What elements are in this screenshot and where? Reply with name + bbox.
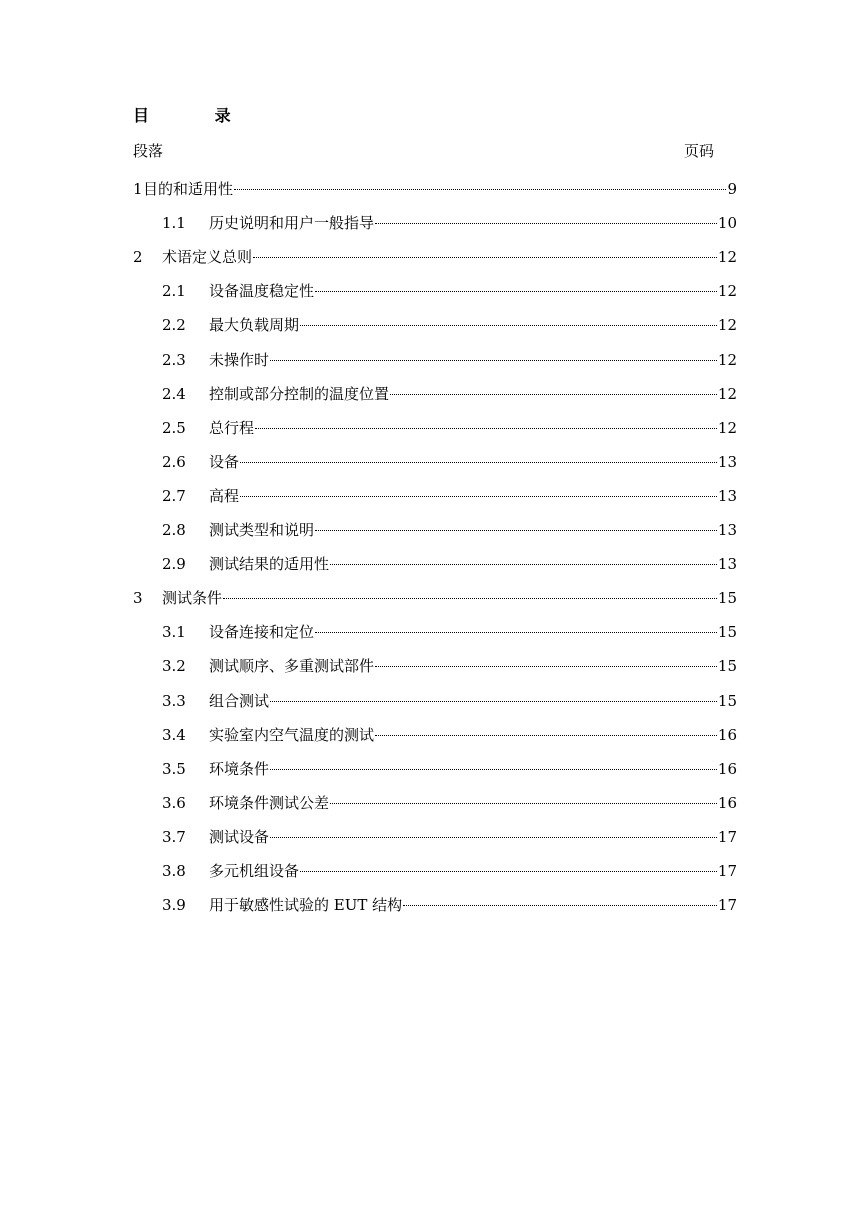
toc-entry-title: 多元机组设备	[209, 862, 300, 880]
toc-entry-title: 环境条件测试公差	[209, 793, 330, 812]
toc-entry[interactable]	[133, 174, 737, 198]
toc-entry[interactable]	[162, 481, 737, 505]
toc-entry-page: 12	[717, 248, 737, 267]
toc-entry[interactable]	[162, 617, 737, 642]
toc-entry-title: 实验室内空气温度的测试	[209, 725, 375, 744]
dot-leader	[375, 208, 717, 228]
toc-entry-title: 环境条件	[209, 759, 270, 778]
toc-entry[interactable]	[162, 379, 737, 403]
toc-entry-number: 2.2	[162, 316, 186, 335]
dot-leader	[315, 276, 717, 296]
toc-entry[interactable]	[133, 242, 737, 267]
toc-entry[interactable]	[162, 310, 737, 335]
toc-entry-page: 17	[717, 862, 737, 880]
toc-entry-number: 3.9	[162, 896, 186, 915]
toc-entry-number: 2.5	[162, 418, 186, 437]
toc-entry-number: 1	[133, 180, 143, 198]
toc-entry-number: 3.4	[162, 725, 186, 744]
toc-entry-page: 10	[717, 214, 737, 233]
toc-entry-number: 2.3	[162, 350, 186, 369]
toc-entry-title: 设备	[209, 452, 240, 471]
toc-entry-title: 用于敏感性试验的 EUT 结构	[209, 896, 403, 915]
toc-entry[interactable]	[162, 651, 737, 676]
toc-entry-page: 15	[717, 691, 737, 710]
toc-entry[interactable]	[162, 276, 737, 301]
dot-leader	[300, 310, 717, 330]
toc-entry-title: 历史说明和用户一般指导	[209, 214, 375, 233]
dot-leader	[300, 856, 717, 876]
toc-entry-number: 3.8	[162, 862, 186, 880]
toc-entry-number: 3	[133, 589, 143, 608]
dot-leader	[240, 447, 717, 467]
page-column-header: 页码	[684, 142, 715, 160]
toc-entry[interactable]	[162, 856, 737, 880]
toc-entry-page: 17	[717, 827, 737, 846]
toc-entry-page: 16	[717, 759, 737, 778]
dot-leader	[330, 549, 717, 569]
dot-leader	[390, 379, 717, 399]
toc-entry-page: 15	[717, 657, 737, 676]
toc-entry-number: 2.7	[162, 486, 186, 505]
toc-entry-title: 测试顺序、多重测试部件	[209, 657, 375, 676]
toc-entry[interactable]	[162, 686, 737, 710]
toc-entry-number: 2.6	[162, 452, 186, 471]
toc-entry-page: 12	[717, 350, 737, 369]
toc-entry-number: 3.3	[162, 691, 186, 710]
toc-entry-page: 17	[717, 896, 737, 915]
dot-leader	[255, 413, 717, 433]
toc-entry-title: 未操作时	[209, 350, 270, 369]
toc-entry[interactable]	[133, 583, 737, 608]
toc-entry-title: 最大负载周期	[209, 316, 300, 335]
toc-entry[interactable]	[162, 788, 737, 812]
toc-entry-number: 3.1	[162, 623, 186, 642]
toc-entry[interactable]	[162, 208, 737, 233]
toc-entry[interactable]	[162, 890, 737, 915]
toc-entry-title: 高程	[209, 486, 240, 505]
dot-leader	[234, 174, 726, 194]
toc-entry-page: 13	[717, 486, 737, 505]
toc-entry-page: 13	[717, 452, 737, 471]
toc-entry-number: 2	[133, 248, 143, 267]
dot-leader	[253, 242, 717, 262]
section-column-header: 段落	[133, 142, 164, 160]
toc-entry-number: 2.9	[162, 555, 186, 574]
dot-leader	[403, 890, 717, 910]
toc-title: 目 录	[133, 106, 261, 125]
toc-entry-number: 3.7	[162, 827, 186, 846]
toc-entry[interactable]	[162, 447, 737, 471]
toc-entry-page: 15	[717, 589, 737, 608]
toc-entry-page: 9	[727, 180, 737, 198]
toc-entry-page: 16	[717, 725, 737, 744]
toc-entry-page: 16	[717, 793, 737, 812]
toc-entry[interactable]	[162, 549, 737, 574]
toc-entry-page: 13	[717, 521, 737, 539]
toc-entry-number: 3.5	[162, 759, 186, 778]
toc-entry-title: 控制或部分控制的温度位置	[209, 384, 390, 403]
toc-entry-page: 12	[717, 384, 737, 403]
toc-entry-number: 3.6	[162, 793, 186, 812]
toc-entry-page: 12	[717, 316, 737, 335]
toc-entry-title: 总行程	[209, 418, 255, 437]
dot-leader	[223, 583, 717, 603]
dot-leader	[270, 754, 717, 774]
toc-entry-page: 12	[717, 418, 737, 437]
toc-entry-title: 测试设备	[209, 827, 270, 846]
toc-entry[interactable]	[162, 515, 737, 539]
toc-entry-title: 测试结果的适用性	[209, 555, 330, 574]
toc-entry-number: 3.2	[162, 657, 186, 676]
toc-entry[interactable]	[162, 754, 737, 778]
toc-entry[interactable]	[162, 720, 737, 744]
toc-entry-title: 设备连接和定位	[209, 623, 315, 642]
toc-entry-title: 设备温度稳定性	[209, 282, 315, 301]
dot-leader	[375, 720, 717, 740]
toc-entry-title: 测试类型和说明	[209, 521, 315, 539]
toc-entry-page: 15	[717, 623, 737, 642]
toc-entry-page: 13	[717, 555, 737, 574]
dot-leader	[270, 686, 717, 706]
toc-entry-title: 目的和适用性	[143, 180, 234, 198]
dot-leader	[270, 345, 717, 365]
toc-entry[interactable]	[162, 413, 737, 437]
toc-entry-number: 2.8	[162, 521, 186, 539]
dot-leader	[375, 651, 717, 671]
toc-entry-page: 12	[717, 282, 737, 301]
dot-leader	[240, 481, 717, 501]
toc-entry-number: 1.1	[162, 214, 186, 233]
dot-leader	[330, 788, 717, 808]
dot-leader	[315, 617, 717, 637]
toc-entry[interactable]	[162, 822, 737, 846]
toc-entry-title: 测试条件	[162, 589, 223, 608]
dot-leader	[270, 822, 717, 842]
dot-leader	[315, 515, 717, 535]
toc-entry-number: 2.1	[162, 282, 186, 301]
toc-entry[interactable]	[162, 345, 737, 369]
toc-entry-title: 组合测试	[209, 691, 270, 710]
toc-entry-title: 术语定义总则	[162, 248, 253, 267]
toc-entry-number: 2.4	[162, 384, 186, 403]
